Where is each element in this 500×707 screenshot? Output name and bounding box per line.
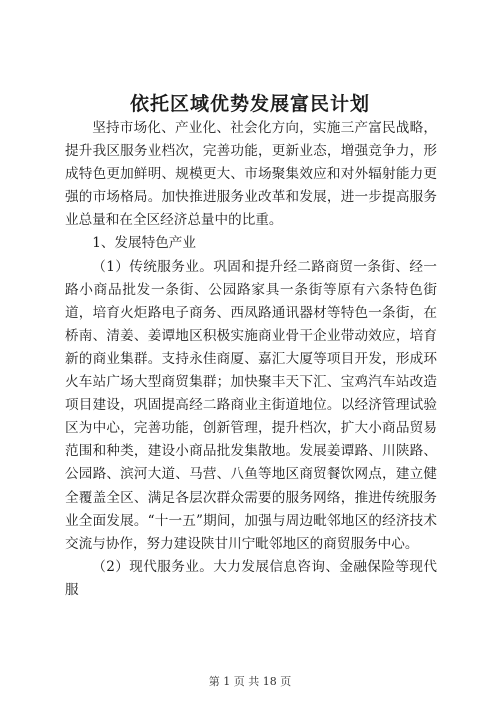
section-heading: 1、发展特色产业: [92, 235, 196, 252]
paragraph-intro: 坚持市场化、产业化、社会化方向，实施三产富民战略，提升我区服务业档次，完善功能，更新业态，增强竞争力，形成特色更加鲜明、规模更大、市场聚集效应和对外辐射能力更强的市场格局。加快推进服务业改革和发展，进一步提高服务业总量和在全区经济总量中的比重。: [65, 120, 437, 229]
document-title: 依托区域优势发展富民计划: [129, 93, 370, 115]
paragraph-traditional-services: （1）传统服务业。巩固和提升经二路商贸一条街、经一路小商品批发一条街、公园路家具一条街等原有六条特色街道，培育火炬路电子商务、西凤路通讯器材等特色一条街，在桥南、清姜、姜谭地区积极实施商业骨干企业带动效应，培育新的商业集群。支持永佳商厦、嘉汇大厦等项目开发，形成环火车站广场大型商贸集群；加快聚丰天下汇、宝鸡汽车站改造项目建设，巩固提高经二路商业主街道地位。以经济管理试验区为中心，完善功能，创新管理，提升档次，扩大小商品贸易范围和种类，建设小商品批发集散地。发展姜谭路、川陕路、公园路、滨河大道、马营、八鱼等地区商贸餐饮网点，建立健全覆盖全区、满足各层次群众需要的服务网络，推进传统服务业全面发展。“十一五”期间，加强与周边毗邻地区的经济技术交流与协作，努力建设陕甘川宁毗邻地区的商贸服务中心。: [65, 258, 437, 552]
document-body: [65, 117, 437, 602]
paragraph-modern-services: （2）现代服务业。大力发展信息咨询、金融保险等现代服: [65, 558, 437, 598]
page-footer: 第 1 页 共 18 页: [208, 675, 292, 688]
